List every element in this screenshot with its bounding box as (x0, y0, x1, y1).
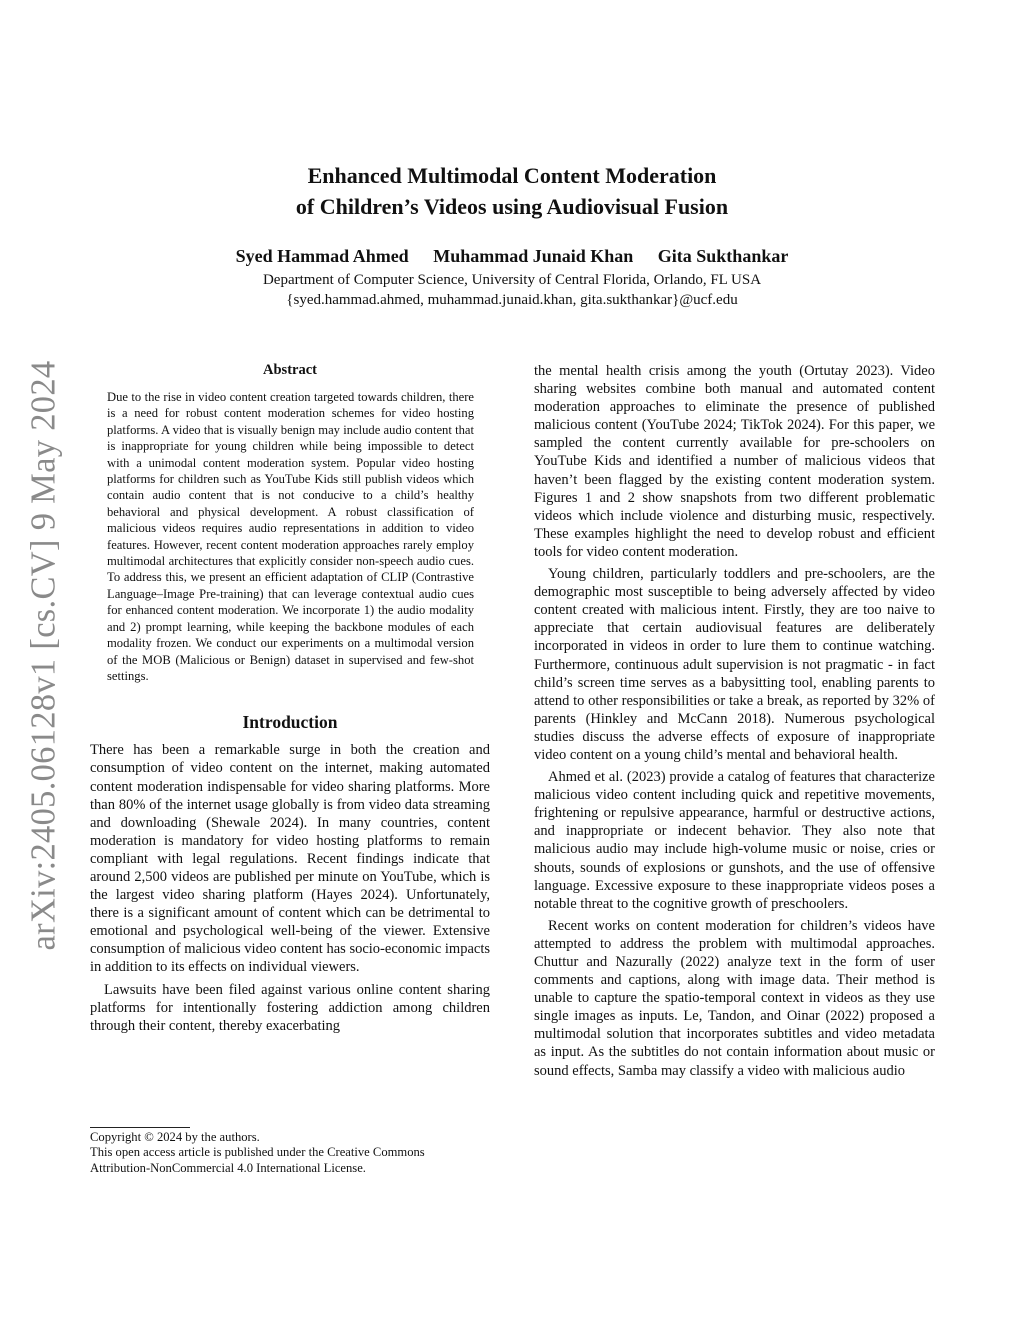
body-paragraph: the mental health crisis among the youth (Ortutay 2023). Video sharing websites combine both manual and automated content moderation approaches to eliminate the presence of published malicious content (YouTube 2024; TikTok 2024). For this paper, we sampled the content currently available for pre-schoolers on YouTube Kids and identified a number of malicious videos that haven’t been flagged by the existing content moderation system. Figures 1 and 2 show snapshots from two different problematic videos which include violence and disturbing music, respectively. These examples highlight the need to develop robust and efficient tools for video content moderation. (534, 363, 935, 560)
right-column (534, 362, 935, 1080)
author-name: Syed Hammad Ahmed (235, 246, 409, 266)
affiliation-block (0, 270, 1024, 310)
left-column (90, 362, 490, 1035)
body-paragraph: Recent works on content moderation for children’s videos have attempted to address the problem with multimodal approaches. Chuttur and Nazurally (2022) analyze text in the form of user comments and captions, along with image data. Their method is unable to capture the spatio-temporal context in videos as they use single images as inputs. Le, Tandon, and Oinar (2022) proposed a multimodal solution that incorporates subtitles and video metadata as input. As the subtitles do not contain information about music or sound effects, Samba may classify a video with malicious audio (534, 917, 935, 1079)
footnote-divider (90, 1127, 190, 1128)
body-paragraph: There has been a remarkable surge in both the creation and consumption of video content on the internet, making automated content moderation indispensable for video sharing platforms. More than 80% of the internet usage globally is from video data streaming and downloading (Shewale 2024). In many countries, content moderation is mandatory for video hosting platforms to remain compliant with legal regulations. Recent findings indicate that around 2,500 videos are published per minute on YouTube, which is the largest video sharing platform (Hayes 2024). Unfortunately, there is a significant amount of content which can be detrimental to emotional and psychological well-being of the viewer. Extensive consumption of malicious video content has socio-economic impacts in addition to its effects on individual viewers. (90, 742, 490, 976)
affiliation-text: Department of Computer Science, University of Central Florida, Orlando, FL USA (262, 272, 762, 288)
abstract-heading: Abstract (263, 362, 317, 378)
footnotes (90, 1130, 490, 1176)
license-note-line: This open access article is published under the Creative Commons (90, 1145, 425, 1160)
title-line-2: of Children’s Videos using Audiovisual Fusion (295, 194, 729, 219)
body-paragraph: Ahmed et al. (2023) provide a catalog of features that characterize malicious video content including quick and repetitive movements, frightening or repulsive appearance, harmful or destructive actions, and inappropriate or indecent behavior. They also note that malicious audio may include high-volume music or noise, cries or shouts, sounds of explosions or gunshots, and the use of offensive language. Excessive exposure to these inappropriate videos poses a notable threat to the cognitive growth of preschoolers. (534, 769, 935, 912)
arxiv-stamp-text: arXiv:2405.06128v1 [cs.CV] 9 May 2024 (24, 360, 63, 950)
copyright-note: Copyright © 2024 by the authors. (90, 1130, 260, 1144)
title-line-1: Enhanced Multimodal Content Moderation (307, 163, 717, 188)
author-name: Gita Sukthankar (657, 246, 789, 266)
author-emails: {syed.hammad.ahmed, muhammad.junaid.khan, gita.sukthankar}@ucf.edu (286, 292, 738, 308)
author-name: Muhammad Junaid Khan (433, 246, 634, 266)
body-paragraph: Young children, particularly toddlers and pre-schoolers, are the demographic most susceptible to being adversely affected by video content created with malicious intent. Firstly, they are too naive to appreciate that certain audiovisual features are deliberately incorporated in videos in order to lure them to continue watching. Furthermore, continuous adult supervision is not pragmatic - in fact child’s screen time serves as a babysitting tool, enabling parents to attend to other responsibilities or take a break, as reported by 32% of parents (Hinkley and McCann 2018). Numerous psychological studies discuss the adverse effects of exposure of inappropriate video content on a young child’s mental and behavioral health. (534, 566, 935, 763)
introduction-heading: Introduction (242, 712, 338, 733)
abstract-text: Due to the rise in video content creation targeted towards children, there is a need for robust content moderation schemes for video hosting platforms. A video that is visually benign may include audio content that is inappropriate for young children while being impossible to detect with a unimodal content moderation system. Popular video hosting platforms for children such as YouTube Kids still publish videos which contain audio content that is not conducive to a child’s healthy behavioral and physical development. A robust classification of malicious videos requires audio representations in addition to video features. However, recent content moderation approaches rarely employ multimodal architectures that explicitly consider non-speech audio cues. To address this, we present an efficient adaptation of CLIP (Contrastive Language–Image Pre-training) that can leverage contextual audio cues for enhanced content moderation. We incorporate 1) the audio modality and 2) prompt learning, while keeping the backbone modules of each modality frozen. We conduct our experiments on a multimodal version of the MOB (Malicious or Benign) dataset in supervised and few-shot settings. (107, 390, 474, 683)
license-note-line: Attribution-NonCommercial 4.0 International License. (90, 1160, 366, 1175)
paper-title (0, 160, 1024, 222)
arxiv-identifier-stamp (14, 350, 74, 960)
author-list (0, 246, 1024, 267)
body-paragraph: Lawsuits have been filed against various online content sharing platforms for intentionally fostering addiction among children through their content, thereby exacerbating (90, 981, 490, 1034)
